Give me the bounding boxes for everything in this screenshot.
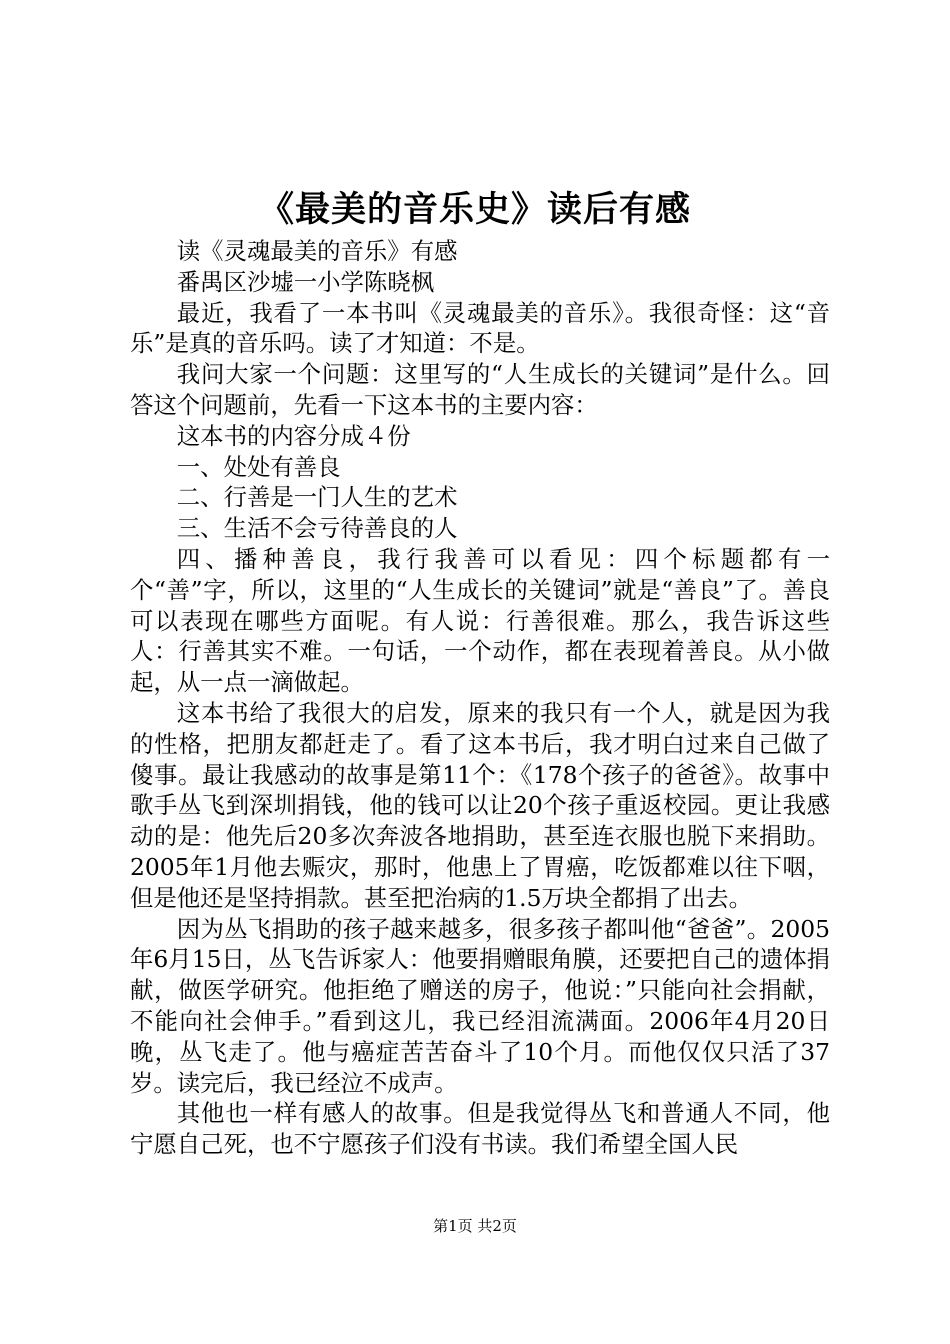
paragraph: 读《灵魂最美的音乐》有感 — [176, 237, 458, 265]
paragraph: 这本书给了我很大的启发，原来的我只有一个人，就是因为我的性格，把朋友都赶走了。看了这本书后，我才明白过来自己做了傻事。最让我感动的故事是第11个：《178个孩子的爸爸》。故事中歌手丛飞到深圳捐钱，他的钱可以让20个孩子重返校园。更让我感动的是：他先后20多次奔波各地捐助，甚至连衣服也脱下来捐助。2005年1月他去赈灾，那时，他患上了胃癌，吃饭都难以往下咽，但是他还是坚持捐款。甚至把治病的1.5万块全都捐了出去。 — [130, 698, 830, 912]
paragraph: 一、处处有善良 — [176, 452, 341, 481]
paragraph: 其他也一样有感人的故事。但是我觉得丛飞和普通人不同，他宁愿自己死，也不宁愿孩子们没有书读。我们希望全国人民 — [130, 1099, 830, 1159]
paragraph: 因为丛飞捐助的孩子越来越多，很多孩子都叫他“爸爸”。2005年6月15日，丛飞告诉家人：他要捐赠眼角膜，还要把自己的遗体捐献，做医学研究。他拒绝了赠送的房子，他说：”只能向社会捐献，不能向社会伸手。”看到这儿，我已经泪流满面。2006年4月20日晚，丛飞走了。他与癌症苦苦奋斗了10个月。而他仅仅只活了37岁。读完后，我已经泣不成声。 — [130, 914, 830, 1097]
document-title: 《最美的音乐史》读后有感 — [258, 189, 691, 230]
page-footer: 第1页 共2页 — [433, 1217, 517, 1235]
paragraph: 这本书的内容分成４份 — [176, 421, 411, 450]
paragraph: 最近，我看了一本书叫《灵魂最美的音乐》。我很奇怪：这“音乐”是真的音乐吗。读了才知道：不是。 — [130, 298, 830, 358]
paragraph: 番禺区沙墟一小学陈晓枫 — [176, 267, 435, 296]
document-body — [130, 236, 830, 1160]
paragraph: 四、播种善良，我行我善可以看见：四个标题都有一个“善”字，所以，这里的“人生成长的关键词”就是“善良”了。善良可以表现在哪些方面呢。有人说：行善很难。那么，我告诉这些人：行善其实不难。一句话，一个动作，都在表现着善良。从小做起，从一点一滴做起。 — [130, 544, 830, 697]
paragraph: 我问大家一个问题：这里写的“人生成长的关键词”是什么。回答这个问题前，先看一下这本书的主要内容： — [130, 360, 830, 419]
paragraph: 三、生活不会亏待善良的人 — [176, 514, 458, 543]
paragraph: 二、行善是一门人生的艺术 — [176, 483, 458, 512]
